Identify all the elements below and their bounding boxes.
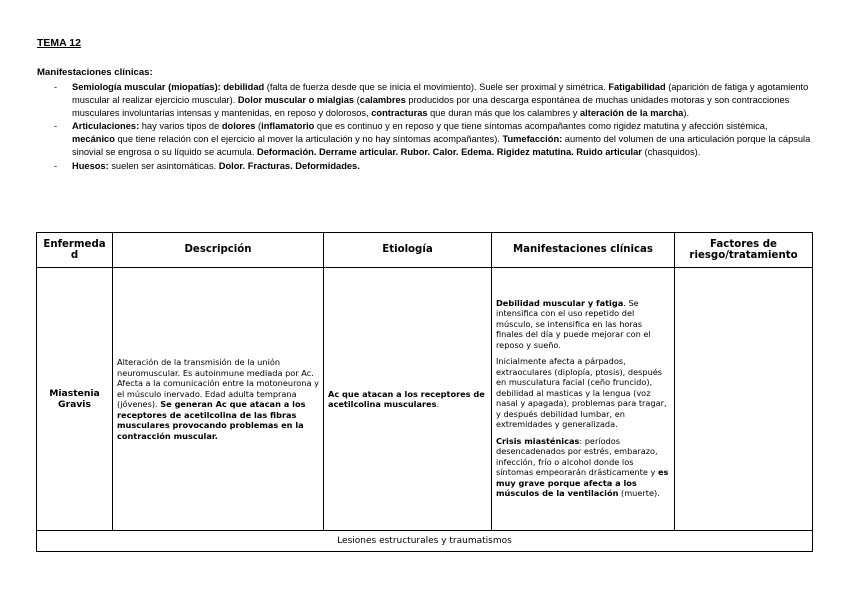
text-run: ( [354, 95, 360, 106]
text-run: que duran más que los calambres y [427, 108, 580, 119]
bold-text-run: Dolor muscular o mialgias [237, 95, 355, 106]
description-cell [113, 268, 324, 531]
bold-text-run: Debilidad muscular y fatiga [496, 297, 624, 308]
header-enfermedad: Enfermedad [37, 233, 113, 268]
header-etiologia: Etiología [324, 233, 492, 268]
bold-text-run: Huesos: [72, 160, 109, 171]
etiology-tail: . [436, 399, 440, 409]
disease-table [36, 232, 813, 552]
bold-text-run: Crisis miasténicas [496, 435, 580, 446]
text-run: (aparición de fatiga y agotamiento muscular al realizar ejercicio muscular). [72, 82, 809, 106]
bold-text-run: inflamatorio [261, 121, 315, 132]
text-run: Alteración de la transmisión de la unión neuromuscular. Es autoinmune mediada por Ac. Afecta a la comunicación entre la motoneurona y el músculo inervado. Edad adulta temprana (jóvenes). [117, 357, 319, 409]
bold-text-run: contracturas [371, 108, 428, 119]
section-footer-label: Lesiones estructurales y traumatismos [37, 531, 813, 552]
document-title: TEMA 12 [37, 37, 81, 49]
manifestations-cell [492, 268, 675, 531]
bullet-semiologia-muscular [37, 81, 813, 120]
bold-text-run: Dolor. Fracturas. Deformidades. [218, 160, 360, 171]
bold-text-run: Semiología muscular (miopatías): debilidad [72, 82, 265, 92]
bold-text-run: es muy grave porque afecta a los músculos de la ventilación [496, 467, 669, 498]
text-run: que es continuo y en reposo y que tiene síntomas acompañantes como rigidez matutina y afección sistémica, [314, 121, 768, 132]
bullet-dash: - [54, 160, 58, 171]
header-factores: Factores de riesgo/tratamiento [675, 233, 813, 268]
text-run: (muerte). [618, 488, 660, 498]
text-run: ( [255, 121, 262, 132]
bold-text-run: Articulaciones: [72, 121, 140, 132]
bold-text-run: Se generan Ac que atacan a los receptores de acetilcolina de las fibras musculares provocando problemas en la contracción muscular. [117, 399, 306, 441]
text-run: que tiene relación con el ejercicio al mover la articulación y no hay síntomas acompañantes). [114, 134, 503, 145]
bullet-dash: - [54, 82, 58, 92]
bold-text-run: alteración de la marcha [580, 108, 684, 119]
header-manifestaciones: Manifestaciones clínicas [492, 233, 675, 268]
bold-text-run: mecánico [72, 134, 115, 145]
bold-text-run: calambres [359, 95, 406, 106]
bold-text-run: Tumefacción: [502, 134, 563, 145]
bold-text-run: Fatigabilidad [608, 82, 666, 92]
text-run: (falta de fuerza desde que se inicia el movimiento). Suele ser proximal y simétrica. [264, 82, 609, 92]
etiology-text: Ac que atacan a los receptores de acetilcolina musculares [328, 388, 485, 409]
text-run: suelen ser asintomáticas. [108, 160, 219, 171]
etiology-cell [324, 268, 492, 531]
disease-name: Miastenia Gravis [37, 268, 113, 531]
table-row [37, 268, 813, 531]
manifestations-list [37, 81, 813, 173]
risk-treatment-cell [675, 268, 813, 531]
text-run: (chasquidos). [641, 147, 701, 158]
manifestation-paragraph [496, 436, 670, 499]
section-heading: Manifestaciones clínicas: [37, 67, 153, 78]
text-run: ). [683, 108, 690, 119]
bold-text-run: dolores [221, 121, 256, 132]
table-header-row [37, 233, 813, 268]
text-run: . Se intensifica con el uso repetido del músculo, se intensifica en las horas finales del día y puede mejorar con el reposo y sueño. [496, 297, 651, 350]
bullet-dash: - [54, 121, 58, 132]
bold-text-run: Deformación. Derrame articular. Rubor. Calor. Edema. Rigidez matutina. Ruido articular [257, 147, 642, 158]
header-descripcion: Descripción [113, 233, 324, 268]
text-run: aumento del volumen de una articulación porque la cápsula sinovial se engrosa o su líquido se acumula. [72, 134, 811, 158]
text-run: producidos por una descarga espontánea de muchas unidades motoras y son contracciones musculares involuntarias intensas y mantenidas, en reposo y dolorosos, [72, 95, 790, 119]
manifestation-paragraph [496, 356, 670, 430]
bullet-articulaciones [37, 120, 813, 159]
bullet-huesos [37, 160, 813, 173]
manifestation-paragraph [496, 298, 670, 351]
text-run: : períodos desencadenados por estrés, embarazo, infección, frío o alcohol donde los síntomas empeorarán drásticamente y [496, 435, 658, 477]
table-footer-row [37, 531, 813, 552]
text-run: Inicialmente afecta a párpados, extraoculares (diplopía, ptosis), después en musculatura facial (ceño fruncido), debilidad al masticas y la lengua (voz nasal y apagada), problemas para tragar, y después debilidad lumbar, en extremidades y generalizada. [496, 356, 667, 429]
text-run: hay varios tipos de [139, 121, 222, 132]
